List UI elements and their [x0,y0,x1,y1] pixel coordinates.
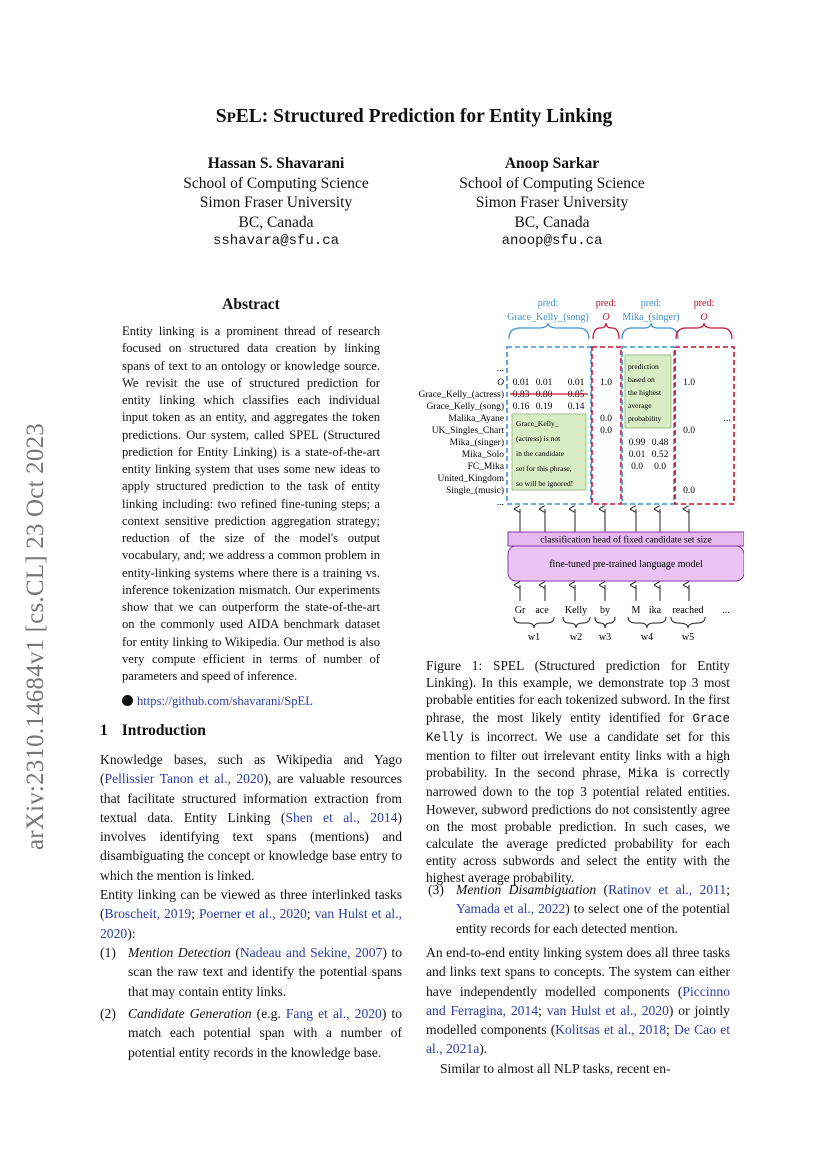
author-name: Anoop Sarkar [504,155,600,172]
prob-value: 0.85 [567,390,585,400]
token-label: ace [535,605,549,616]
code-mention: Mika [628,767,659,782]
paper-title: SPEL: Structured Prediction for Entity Linking [215,106,613,127]
token-label: Gr [514,605,526,616]
abstract-heading: Abstract [222,296,280,313]
prob-value: 0.0 [631,462,643,472]
citation-link[interactable]: van Hulst et al., 2020 [100,906,402,941]
citation-link[interactable]: Fang et al., 2020 [285,1006,382,1021]
prob-value: 0.19 [535,402,553,412]
note-line: prediction [628,362,659,371]
intro-paragraph-1: Knowledge bases, such as Wikipedia and Yago (Pellissier Tanon et al., 2020), are valuable resources that facilitate structured information extraction from textual data. Entity Linking (Shen et al., 2014) involves identifying text spans (mentions) and disambiguating the concept or knowledge base entry to which the mention is linked. [100,752,402,883]
note-line: so will be ignored! [516,479,574,488]
citation-link[interactable]: Kolitsas et al., 2018 [555,1022,667,1038]
word-label: w4 [640,632,654,643]
prob-value: 1.0 [683,378,695,388]
prob-value: 0.52 [651,450,669,460]
citation-link[interactable]: Piccinno and Ferragina, 2014 [426,983,730,1018]
citation-link[interactable]: Yamada et al., 2022 [456,901,566,917]
entity-label: UK_Singles_Chart [431,426,504,436]
note-line: in the candidate [516,449,565,458]
brace-bottom-1 [514,617,554,628]
token-label: ... [722,605,730,616]
token-label: ika [648,605,662,616]
entity-label: Mika_(singer) [449,438,504,448]
author-dept: School of Computing Science [459,174,645,192]
pred-value-4: O [700,312,708,323]
word-label: w5 [681,632,695,643]
brace-bottom-3 [595,617,615,628]
prob-value: 0.14 [567,402,585,412]
prob-value: 0.99 [628,438,646,448]
word-label: w1 [527,632,541,643]
note-line: set for this phrase, [516,464,572,473]
entity-label: Mika_Solo [461,450,504,460]
brace-bottom-2 [563,617,590,628]
pred-label-2: pred: [595,298,617,309]
note-line: the highest [628,388,662,397]
brace-bottom-5 [671,617,705,628]
language-model-label: fine-tuned pre-trained language model [549,559,703,570]
task-item-1: (1) Mention Detection (Nadeau and Sekine, 2007) to scan the raw text and identify the potential spans that may contain entity links. [100,945,402,999]
author-univ: Simon Fraser University [475,194,629,212]
prob-value: 0.01 [628,450,646,460]
citation-link[interactable]: Shen et al., 2014 [285,809,398,825]
brace-top-1 [509,323,589,339]
figure-1-diagram [404,292,744,648]
entity-label: Grace_Kelly_(song) [426,402,504,412]
author-dept: School of Computing Science [183,174,369,192]
pred-value-2: O [602,312,610,323]
prob-value: 1.0 [600,378,612,388]
author-univ: Simon Fraser University [199,194,353,212]
author-name: Hassan S. Shavarani [207,155,345,172]
token-label: M [631,605,641,616]
token-label: Kelly [564,605,588,616]
author-location: BC, Canada [238,213,314,231]
prob-value: 0.83 [512,390,530,400]
token-label: by [600,605,610,616]
entity-label: O [497,378,504,388]
entity-label: Single_(music) [445,486,504,496]
citation-link[interactable]: van Hulst et al., 2020 [546,1002,669,1018]
note-line: Grace_Kelly_ [516,419,559,428]
github-link[interactable] [122,694,313,709]
pred-label-1: pred: [537,298,559,309]
citation-link[interactable]: Pellissier Tanon et al., 2020 [104,771,264,787]
citation-link[interactable]: Broscheit, 2019 [104,906,192,922]
brace-top-4 [676,323,732,339]
right-paragraph: An end-to-end entity linking system does all three tasks and links text spans to concepts. The system can either have independently modelled components (Piccinno and Ferragina, 2014; van Hulst et al., 2020) or jointly modelled components (Kolitsas et al., 2018; De Cao et al., 2021a). Similar to almost all NLP tasks, recent en- [426,945,731,1076]
prob-value: 0.0 [600,426,612,436]
token-label: reached [672,605,704,616]
section-number: 1 [100,722,108,739]
author-location: BC, Canada [514,213,590,231]
figure-caption: Figure 1: SPEL (Structured prediction for Entity Linking). In this example, we demonstrate top 3 most probable entities for each tokenized subword. In the first phrase, the most likely entity identified for Grace Kelly is incorrect. We use a candidate set for this mention to filter out irrelevant entity links with a high probability. In the second phrase, Mika is correctly narrowed down to the top 3 potential related entities. However, subword predictions do not consistently agree on the most probable prediction. In such cases, we calculate the average predicted probability for each entity across subwords and select the entity with the highest average probability. [426,658,730,886]
entity-label: ... [496,498,504,508]
note-line: based on [628,375,655,384]
author-email[interactable]: anoop@sfu.ca [501,233,603,250]
word-label: w2 [569,632,583,643]
author-block-1 [126,154,426,252]
entity-label: Grace_Kelly_(actress) [418,390,504,400]
author-block-2 [402,154,702,252]
author-email[interactable]: sshavara@sfu.ca [212,233,340,250]
classification-head-label: classification head of fixed candidate set size [540,535,712,546]
task-item-3: (3) Mention Disambiguation (Ratinov et al., 2011; Yamada et al., 2022) to select one of the potential entity records for each detected mention. [428,882,730,936]
intro-paragraph-2: Entity linking can be viewed as three interlinked tasks (Broscheit, 2019; Poerner et al., 2020; van Hulst et al., 2020): [100,887,402,941]
note-line: probability [628,414,662,423]
brace-bottom-4 [628,617,666,628]
pred-value-1: Grace_Kelly_(song) [507,312,589,323]
prob-value: 0.16 [512,402,530,412]
prob-value: 0.01 [535,378,553,388]
entity-label: Malika_Ayane [448,414,504,424]
brace-top-2 [593,323,619,339]
code-mention: Grace Kelly [426,711,730,745]
note-line: (actress) is not [516,434,561,443]
word-label: w3 [598,632,612,643]
github-icon [122,695,133,706]
arxiv-stamp: arXiv:2310.14684v1 [cs.CL] 23 Oct 2023 [22,423,49,850]
prob-value: 0.48 [651,438,669,448]
citation-link[interactable]: Nadeau and Sekine, 2007 [239,945,383,960]
pred-value-3: Mika_(singer) [622,312,680,323]
note-line: average [628,401,652,410]
task-item-2: (2) Candidate Generation (e.g. Fang et al., 2020) to match each potential span with a number of potential entity records in the knowledge base. [100,1006,402,1060]
brace-top-3 [622,323,678,339]
prob-value: 0.0 [683,486,695,496]
pred-label-3: pred: [640,298,662,309]
entity-label: ... [496,364,504,374]
section-heading [100,722,206,740]
prob-value: 0.80 [535,390,553,400]
ellipsis: ... [723,414,731,424]
prob-value: 0.01 [512,378,530,388]
prob-value: 0.0 [683,426,695,436]
pred-label-4: pred: [693,298,715,309]
prob-value: 0.0 [654,462,666,472]
entity-label: FC_Mika [467,462,504,472]
prob-value: 0.01 [567,378,585,388]
right-paragraph-2: Similar to almost all NLP tasks, recent en- [440,1060,671,1076]
entity-label: United_Kingdom [437,474,504,484]
prob-value: 0.0 [600,414,612,424]
section-title: Introduction [121,722,206,739]
citation-link[interactable]: Ratinov et al., 2011 [608,882,727,897]
github-url[interactable]: https://github.com/shavarani/SpEL [137,694,313,708]
abstract-text: Entity linking is a prominent thread of research focused on structured data creation by linking spans of text to an ontology or knowledge source. We revisit the use of structured prediction for entity linking which classifies each individual input token as an entity, and aggregates the token predictions. Our system, called SPEL (Structured prediction for Entity Linking) is a state-of-the-art entity linking system that uses some new ideas to apply structured prediction to the task of entity linking including: two refined fine-tuning steps; a context sensitive prediction aggregation strategy; reduction of the size of the model's output vocabulary, and; we address a common problem in entity-linking systems where there is a training vs. inference tokenization mismatch. Our experiments show that we can outperform the state-of-the-art on the commonly used AIDA benchmark dataset for entity linking to Wikipedia. Our method is also very compute efficient in terms of number of parameters and speed of inference. [122,324,380,683]
citation-link[interactable]: Poerner et al., 2020 [198,906,307,922]
citation-link[interactable]: De Cao et al., 2021a [426,1022,731,1057]
